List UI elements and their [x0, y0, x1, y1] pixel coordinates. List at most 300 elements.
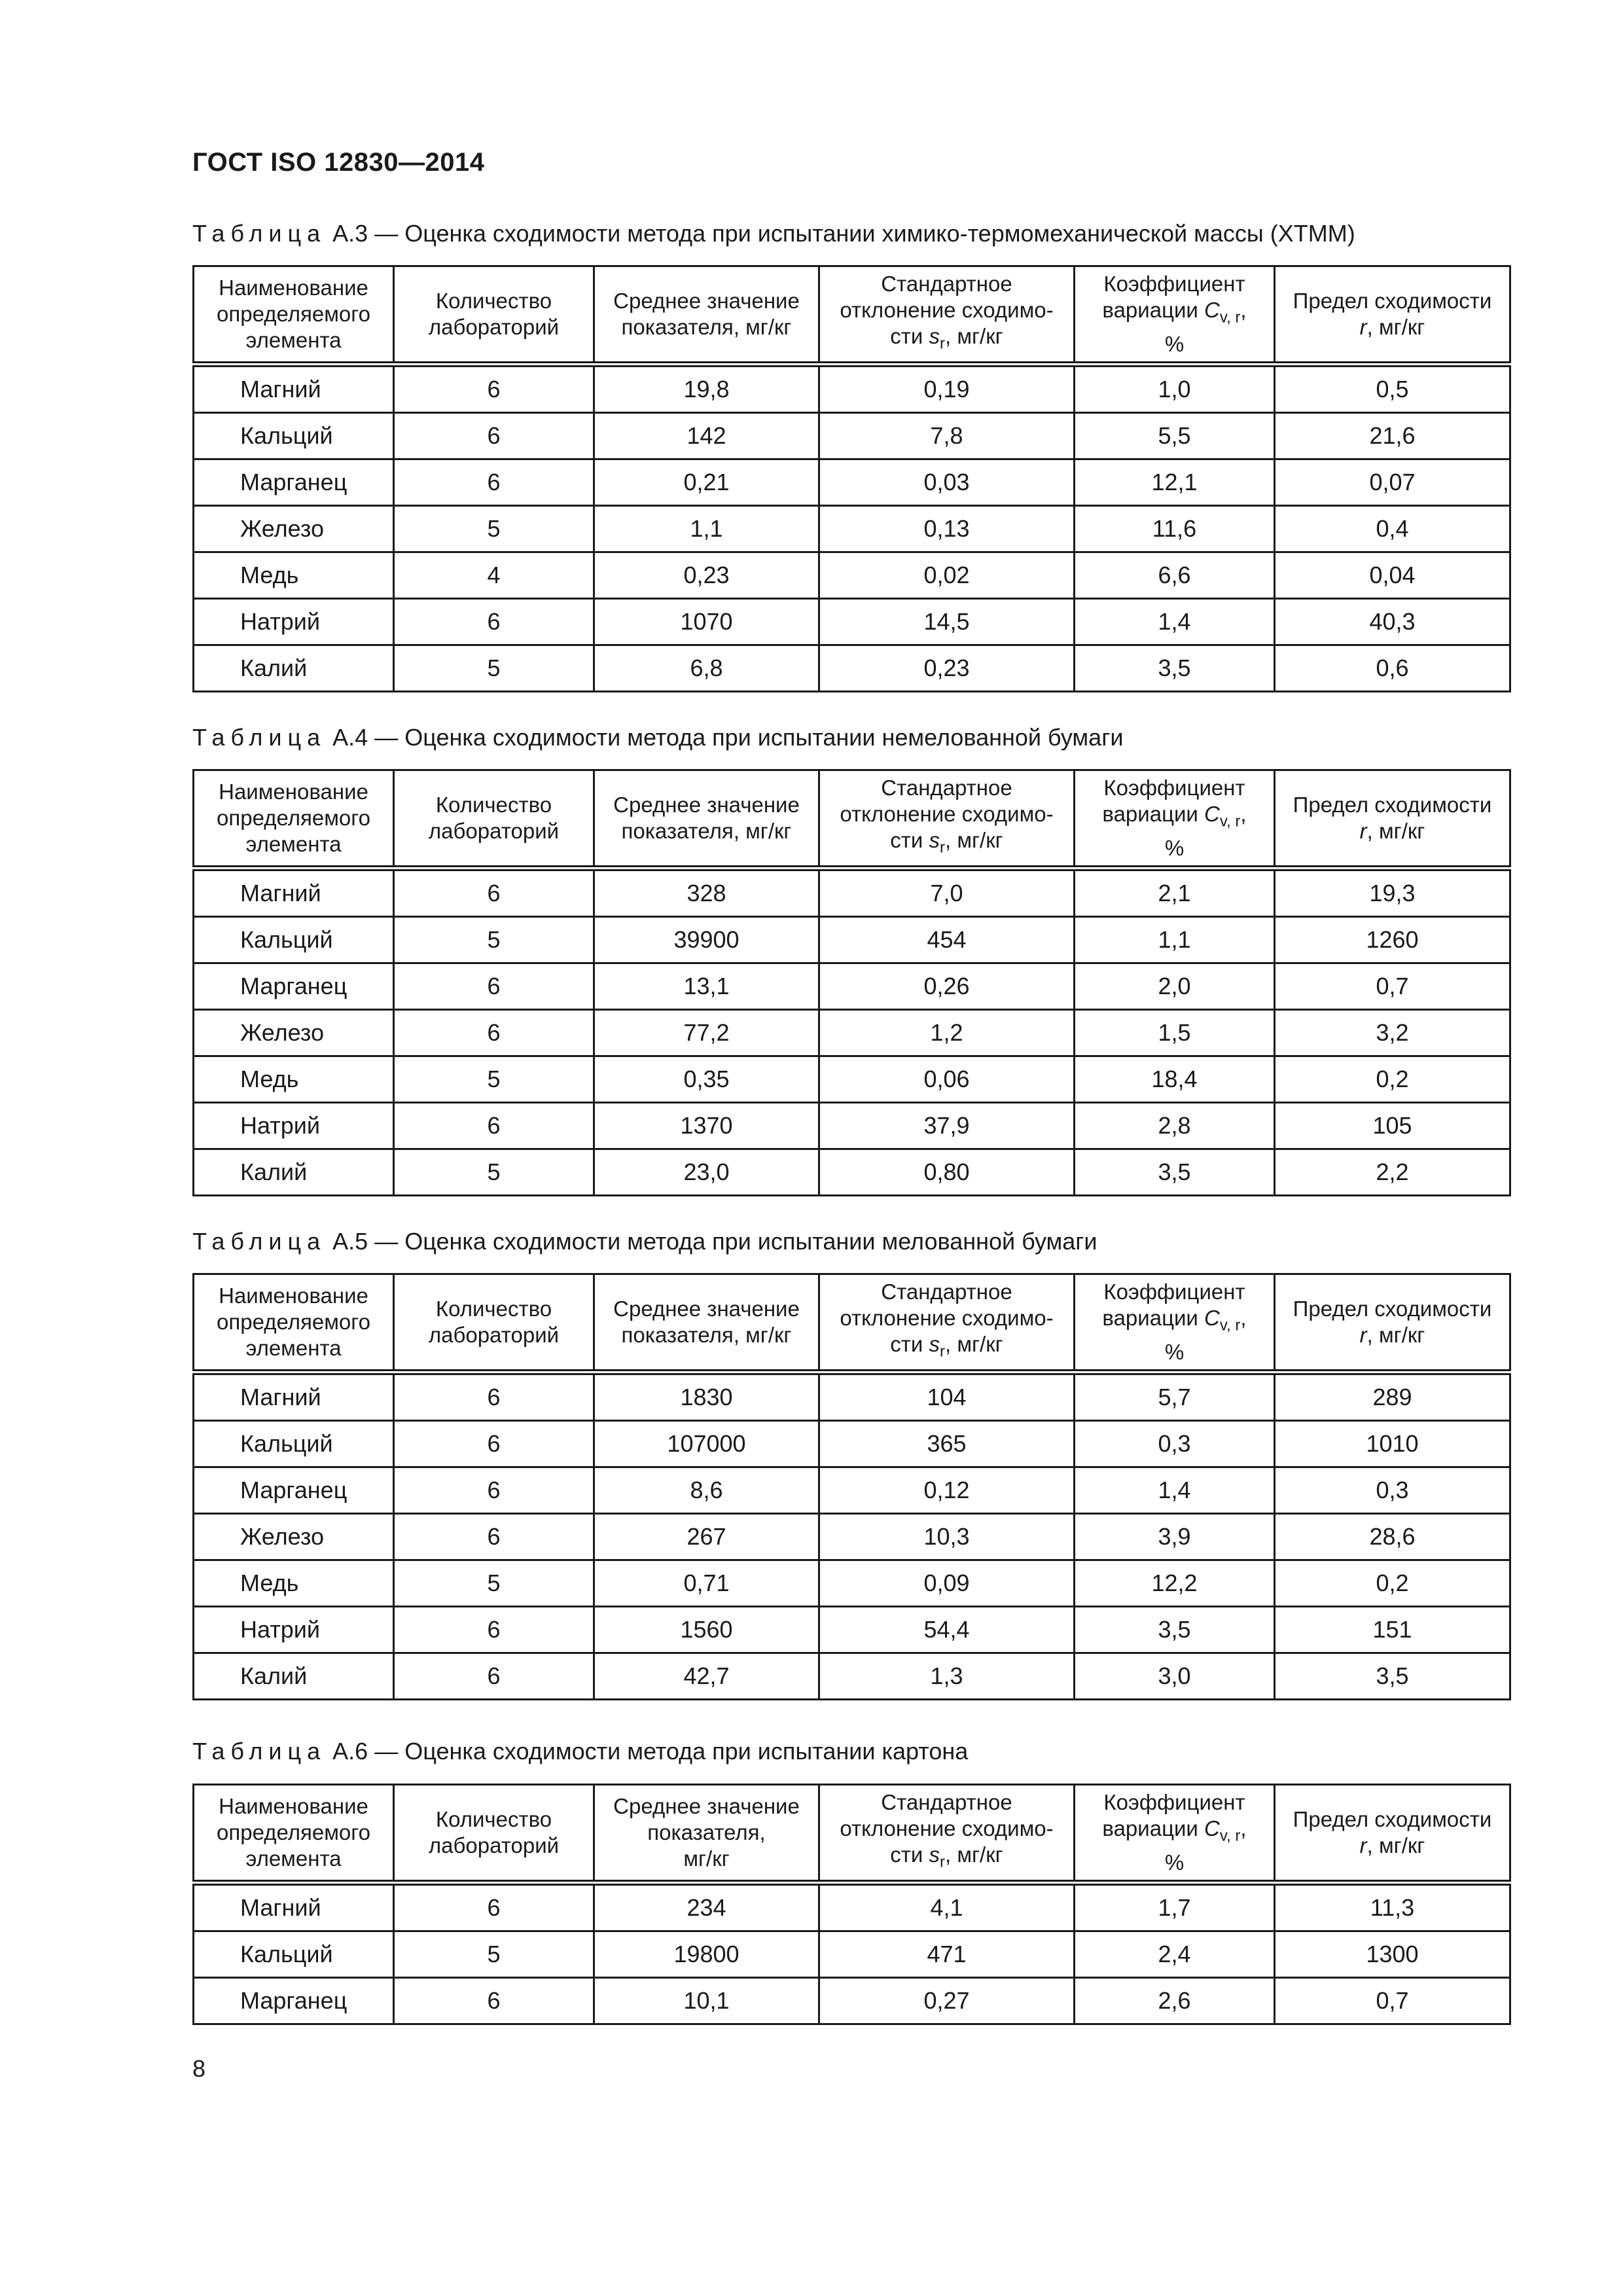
- value-cell: 0,04: [1275, 552, 1510, 599]
- table-row: [194, 459, 1510, 506]
- value-cell: 0,35: [594, 1056, 819, 1103]
- value-cell: 10,3: [819, 1514, 1075, 1560]
- value-cell: 3,5: [1075, 1149, 1275, 1196]
- header-line: Наименование: [219, 780, 368, 804]
- header-line: определяемого: [217, 1820, 370, 1844]
- element-name-cell: Калий: [194, 1653, 394, 1700]
- table-row: [194, 599, 1510, 645]
- data-table: [192, 1273, 1511, 1700]
- header-line: Количество: [435, 289, 552, 313]
- table-row: [194, 1653, 1510, 1700]
- value-cell: 21,6: [1275, 413, 1510, 459]
- header-line: сти: [890, 324, 929, 349]
- header-symbol: C: [1204, 802, 1220, 827]
- header-mean: [594, 1785, 819, 1883]
- value-cell: 6: [394, 1607, 594, 1653]
- value-cell: 0,06: [819, 1056, 1075, 1103]
- value-cell: 0,2: [1275, 1056, 1510, 1103]
- value-cell: 2,2: [1275, 1149, 1510, 1196]
- value-cell: 12,1: [1075, 459, 1275, 506]
- header-symbol: r: [1359, 1833, 1367, 1857]
- table-caption: [192, 220, 1355, 247]
- table-caption-label: Таблица: [192, 724, 327, 751]
- header-line: отклонение сходимо-: [840, 298, 1054, 323]
- value-cell: 1,4: [1075, 1467, 1275, 1514]
- table-caption-title: — Оценка сходимости метода при испытании картона: [374, 1738, 969, 1765]
- header-line: , мг/кг: [1366, 315, 1425, 339]
- header-mean: [594, 770, 819, 869]
- element-name-cell: Железо: [194, 1514, 394, 1560]
- value-cell: 1,0: [1075, 365, 1275, 413]
- header-symbol: s: [929, 324, 940, 349]
- value-cell: 0,3: [1075, 1421, 1275, 1467]
- value-cell: 12,2: [1075, 1560, 1275, 1607]
- table-row: [194, 1978, 1510, 2024]
- value-cell: 1,1: [1075, 917, 1275, 963]
- value-cell: 2,6: [1075, 1978, 1275, 2024]
- value-cell: 0,26: [819, 963, 1075, 1010]
- header-line: ,: [1240, 1306, 1247, 1331]
- table-row: [194, 1372, 1510, 1421]
- header-line: элемента: [245, 328, 342, 352]
- header-labs: [394, 1274, 594, 1372]
- header-line: показателя,: [647, 1820, 766, 1844]
- value-cell: 6: [394, 1010, 594, 1056]
- value-cell: 0,7: [1275, 963, 1510, 1010]
- header-line: лабораторий: [428, 819, 560, 843]
- header-line: отклонение сходимо-: [840, 1306, 1054, 1331]
- header-line: отклонение сходимо-: [840, 1816, 1054, 1841]
- header-symbol: s: [929, 828, 940, 853]
- header-line: Количество: [435, 1297, 552, 1321]
- value-cell: 1,4: [1075, 599, 1275, 645]
- value-cell: 6,8: [594, 645, 819, 692]
- header-symbol: r: [1359, 819, 1367, 843]
- value-cell: 471: [819, 1931, 1075, 1978]
- value-cell: 11,3: [1275, 1883, 1510, 1931]
- header-line: Количество: [435, 793, 552, 817]
- element-name-cell: Кальций: [194, 1931, 394, 1978]
- header-subscript: r: [940, 1853, 945, 1871]
- value-cell: 0,07: [1275, 459, 1510, 506]
- element-name-cell: Магний: [194, 869, 394, 917]
- value-cell: 6: [394, 869, 594, 917]
- value-cell: 1,2: [819, 1010, 1075, 1056]
- value-cell: 2,4: [1075, 1931, 1275, 1978]
- header-line: вариации: [1102, 1306, 1205, 1331]
- table-caption-number: А.3: [332, 220, 368, 247]
- header-row: [194, 266, 1510, 365]
- value-cell: 1560: [594, 1607, 819, 1653]
- header-subscript: r: [940, 838, 945, 857]
- element-name-cell: Марганец: [194, 963, 394, 1010]
- table-row: [194, 917, 1510, 963]
- header-subscript: v, r: [1219, 1827, 1241, 1845]
- value-cell: 54,4: [819, 1607, 1075, 1653]
- value-cell: 8,6: [594, 1467, 819, 1514]
- header-row: [194, 1785, 1510, 1883]
- table-caption: [192, 1738, 968, 1765]
- value-cell: 6: [394, 1103, 594, 1149]
- value-cell: 0,09: [819, 1560, 1075, 1607]
- value-cell: 0,27: [819, 1978, 1075, 2024]
- header-subscript: r: [940, 1342, 945, 1361]
- table-row: [194, 506, 1510, 552]
- header-row: [194, 1274, 1510, 1372]
- table-row: [194, 413, 1510, 459]
- value-cell: 3,0: [1075, 1653, 1275, 1700]
- header-line: вариации: [1102, 802, 1205, 827]
- table-row: [194, 869, 1510, 917]
- element-name-cell: Медь: [194, 552, 394, 599]
- header-line: Наименование: [219, 276, 368, 300]
- header-line: Коэффициент: [1103, 1280, 1245, 1304]
- value-cell: 1370: [594, 1103, 819, 1149]
- header-line: Стандартное: [881, 272, 1012, 296]
- table-row: [194, 645, 1510, 692]
- header-line: Предел сходимости: [1293, 1807, 1492, 1831]
- value-cell: 6: [394, 1883, 594, 1931]
- value-cell: 19,3: [1275, 869, 1510, 917]
- header-limit: [1275, 266, 1510, 365]
- table-row: [194, 1149, 1510, 1196]
- header-line: Количество: [435, 1807, 552, 1831]
- header-element: [194, 770, 394, 869]
- value-cell: 1,7: [1075, 1883, 1275, 1931]
- value-cell: 6: [394, 1514, 594, 1560]
- value-cell: 10,1: [594, 1978, 819, 2024]
- value-cell: 0,23: [819, 645, 1075, 692]
- table-caption: [192, 724, 1123, 751]
- header-line: %: [1164, 331, 1185, 356]
- header-line: Предел сходимости: [1293, 793, 1492, 817]
- value-cell: 2,1: [1075, 869, 1275, 917]
- header-stddev: [819, 1274, 1075, 1372]
- value-cell: 3,9: [1075, 1514, 1275, 1560]
- header-symbol: r: [1359, 315, 1367, 339]
- value-cell: 107000: [594, 1421, 819, 1467]
- value-cell: 1,3: [819, 1653, 1075, 1700]
- value-cell: 0,21: [594, 459, 819, 506]
- value-cell: 77,2: [594, 1010, 819, 1056]
- table-row: [194, 963, 1510, 1010]
- value-cell: 19800: [594, 1931, 819, 1978]
- value-cell: 0,03: [819, 459, 1075, 506]
- table-row: [194, 1931, 1510, 1978]
- value-cell: 328: [594, 869, 819, 917]
- header-limit: [1275, 770, 1510, 869]
- value-cell: 0,5: [1275, 365, 1510, 413]
- table-row: [194, 1560, 1510, 1607]
- value-cell: 6: [394, 963, 594, 1010]
- value-cell: 6: [394, 459, 594, 506]
- document-header: ГОСТ ISO 12830—2014: [192, 148, 485, 177]
- value-cell: 28,6: [1275, 1514, 1510, 1560]
- table-caption-title: — Оценка сходимости метода при испытании химико-термомеханической массы (ХТММ): [374, 220, 1355, 247]
- header-coef: [1075, 770, 1275, 869]
- header-line: сти: [890, 828, 929, 853]
- header-line: %: [1164, 1850, 1185, 1874]
- header-stddev: [819, 266, 1075, 365]
- value-cell: 2,0: [1075, 963, 1275, 1010]
- header-line: элемента: [245, 832, 342, 856]
- header-line: Наименование: [219, 1283, 368, 1308]
- value-cell: 11,6: [1075, 506, 1275, 552]
- header-line: Среднее значение: [613, 289, 800, 313]
- value-cell: 37,9: [819, 1103, 1075, 1149]
- table-row: [194, 1010, 1510, 1056]
- value-cell: 1830: [594, 1372, 819, 1421]
- value-cell: 6: [394, 1421, 594, 1467]
- header-element: [194, 1274, 394, 1372]
- value-cell: 267: [594, 1514, 819, 1560]
- value-cell: 0,2: [1275, 1560, 1510, 1607]
- header-stddev: [819, 770, 1075, 869]
- element-name-cell: Магний: [194, 365, 394, 413]
- value-cell: 6: [394, 365, 594, 413]
- header-line: , мг/кг: [945, 1332, 1003, 1357]
- header-row: [194, 770, 1510, 869]
- value-cell: 234: [594, 1883, 819, 1931]
- header-symbol: C: [1204, 1306, 1220, 1331]
- value-cell: 40,3: [1275, 599, 1510, 645]
- value-cell: 5: [394, 1560, 594, 1607]
- header-line: сти: [890, 1842, 929, 1867]
- header-labs: [394, 266, 594, 365]
- element-name-cell: Железо: [194, 1010, 394, 1056]
- header-line: элемента: [245, 1336, 342, 1360]
- element-name-cell: Натрий: [194, 599, 394, 645]
- header-line: Стандартное: [881, 1280, 1012, 1304]
- header-line: Среднее значение: [613, 1297, 800, 1321]
- header-subscript: r: [940, 334, 945, 353]
- header-line: , мг/кг: [945, 828, 1003, 853]
- value-cell: 0,71: [594, 1560, 819, 1607]
- value-cell: 5: [394, 1931, 594, 1978]
- header-line: Стандартное: [881, 776, 1012, 800]
- table-row: [194, 1421, 1510, 1467]
- value-cell: 2,8: [1075, 1103, 1275, 1149]
- header-limit: [1275, 1785, 1510, 1883]
- header-line: элемента: [245, 1846, 342, 1871]
- header-line: лабораторий: [428, 1833, 560, 1857]
- value-cell: 5: [394, 645, 594, 692]
- table-row: [194, 1103, 1510, 1149]
- value-cell: 151: [1275, 1607, 1510, 1653]
- header-line: , мг/кг: [1366, 1323, 1425, 1347]
- table-row: [194, 552, 1510, 599]
- element-name-cell: Кальций: [194, 917, 394, 963]
- header-symbol: C: [1204, 298, 1220, 323]
- value-cell: 4,1: [819, 1883, 1075, 1931]
- header-line: Среднее значение: [613, 1794, 800, 1818]
- value-cell: 0,19: [819, 365, 1075, 413]
- table-caption-number: А.6: [332, 1738, 368, 1765]
- value-cell: 289: [1275, 1372, 1510, 1421]
- element-name-cell: Железо: [194, 506, 394, 552]
- header-line: , мг/кг: [1366, 1833, 1425, 1857]
- value-cell: 6: [394, 413, 594, 459]
- header-line: , мг/кг: [1366, 819, 1425, 843]
- value-cell: 1070: [594, 599, 819, 645]
- header-line: Среднее значение: [613, 793, 800, 817]
- header-line: отклонение сходимо-: [840, 802, 1054, 827]
- header-line: ,: [1240, 298, 1247, 323]
- data-table: [192, 769, 1511, 1196]
- table-caption-label: Таблица: [192, 1738, 327, 1765]
- header-element: [194, 1785, 394, 1883]
- value-cell: 105: [1275, 1103, 1510, 1149]
- value-cell: 0,13: [819, 506, 1075, 552]
- header-limit: [1275, 1274, 1510, 1372]
- header-line: определяемого: [217, 302, 370, 326]
- header-line: показателя, мг/кг: [621, 819, 792, 843]
- value-cell: 6: [394, 1653, 594, 1700]
- value-cell: 3,5: [1075, 1607, 1275, 1653]
- table-caption: [192, 1228, 1097, 1255]
- value-cell: 142: [594, 413, 819, 459]
- element-name-cell: Магний: [194, 1372, 394, 1421]
- header-mean: [594, 1274, 819, 1372]
- page-number: 8: [192, 2055, 206, 2082]
- value-cell: 104: [819, 1372, 1075, 1421]
- header-line: вариации: [1102, 298, 1205, 323]
- header-line: , мг/кг: [945, 1842, 1003, 1867]
- value-cell: 3,5: [1075, 645, 1275, 692]
- value-cell: 6: [394, 599, 594, 645]
- value-cell: 0,7: [1275, 1978, 1510, 2024]
- value-cell: 3,2: [1275, 1010, 1510, 1056]
- value-cell: 5: [394, 1056, 594, 1103]
- table-row: [194, 1607, 1510, 1653]
- header-coef: [1075, 1785, 1275, 1883]
- table-row: [194, 1514, 1510, 1560]
- value-cell: 454: [819, 917, 1075, 963]
- header-line: Предел сходимости: [1293, 289, 1492, 313]
- value-cell: 42,7: [594, 1653, 819, 1700]
- element-name-cell: Калий: [194, 645, 394, 692]
- table-caption-label: Таблица: [192, 220, 327, 247]
- table-caption-title: — Оценка сходимости метода при испытании мелованной бумаги: [374, 1228, 1097, 1255]
- value-cell: 5,7: [1075, 1372, 1275, 1421]
- header-subscript: v, r: [1219, 812, 1241, 831]
- value-cell: 0,02: [819, 552, 1075, 599]
- header-subscript: v, r: [1219, 1316, 1241, 1335]
- value-cell: 1,1: [594, 506, 819, 552]
- value-cell: 7,0: [819, 869, 1075, 917]
- value-cell: 5: [394, 1149, 594, 1196]
- header-line: , мг/кг: [945, 324, 1003, 349]
- value-cell: 6,6: [1075, 552, 1275, 599]
- header-line: Коэффициент: [1103, 776, 1245, 800]
- value-cell: 39900: [594, 917, 819, 963]
- table-caption-number: А.4: [332, 724, 368, 751]
- element-name-cell: Натрий: [194, 1607, 394, 1653]
- value-cell: 1260: [1275, 917, 1510, 963]
- table-row: [194, 1056, 1510, 1103]
- data-table: [192, 1784, 1511, 2025]
- table-caption-number: А.5: [332, 1228, 368, 1255]
- value-cell: 1300: [1275, 1931, 1510, 1978]
- value-cell: 1,5: [1075, 1010, 1275, 1056]
- header-line: Коэффициент: [1103, 272, 1245, 296]
- header-line: %: [1164, 835, 1185, 860]
- value-cell: 0,6: [1275, 645, 1510, 692]
- value-cell: 5: [394, 506, 594, 552]
- header-line: Стандартное: [881, 1790, 1012, 1815]
- element-name-cell: Марганец: [194, 1467, 394, 1514]
- table-caption-title: — Оценка сходимости метода при испытании немелованной бумаги: [374, 724, 1124, 751]
- header-line: вариации: [1102, 1816, 1205, 1841]
- element-name-cell: Кальций: [194, 413, 394, 459]
- table-row: [194, 365, 1510, 413]
- header-element: [194, 266, 394, 365]
- element-name-cell: Медь: [194, 1560, 394, 1607]
- element-name-cell: Марганец: [194, 1978, 394, 2024]
- value-cell: 6: [394, 1372, 594, 1421]
- header-subscript: v, r: [1219, 308, 1241, 327]
- element-name-cell: Магний: [194, 1883, 394, 1931]
- header-line: ,: [1240, 1816, 1247, 1841]
- header-labs: [394, 1785, 594, 1883]
- value-cell: 0,12: [819, 1467, 1075, 1514]
- value-cell: 19,8: [594, 365, 819, 413]
- value-cell: 0,80: [819, 1149, 1075, 1196]
- header-line: Коэффициент: [1103, 1790, 1245, 1815]
- header-line: определяемого: [217, 1310, 370, 1334]
- value-cell: 4: [394, 552, 594, 599]
- header-line: определяемого: [217, 806, 370, 830]
- value-cell: 5: [394, 917, 594, 963]
- header-line: показателя, мг/кг: [621, 315, 792, 339]
- element-name-cell: Кальций: [194, 1421, 394, 1467]
- value-cell: 5,5: [1075, 413, 1275, 459]
- value-cell: 0,23: [594, 552, 819, 599]
- header-coef: [1075, 1274, 1275, 1372]
- value-cell: 18,4: [1075, 1056, 1275, 1103]
- header-line: мг/кг: [683, 1846, 730, 1871]
- header-line: ,: [1240, 802, 1247, 827]
- header-line: Наименование: [219, 1794, 368, 1818]
- value-cell: 14,5: [819, 599, 1075, 645]
- header-mean: [594, 266, 819, 365]
- value-cell: 23,0: [594, 1149, 819, 1196]
- header-line: %: [1164, 1339, 1185, 1364]
- value-cell: 6: [394, 1978, 594, 2024]
- header-stddev: [819, 1785, 1075, 1883]
- value-cell: 0,3: [1275, 1467, 1510, 1514]
- value-cell: 6: [394, 1467, 594, 1514]
- value-cell: 13,1: [594, 963, 819, 1010]
- table-row: [194, 1883, 1510, 1931]
- header-coef: [1075, 266, 1275, 365]
- data-table: [192, 265, 1511, 692]
- table-caption-label: Таблица: [192, 1228, 327, 1255]
- element-name-cell: Марганец: [194, 459, 394, 506]
- header-line: лабораторий: [428, 1323, 560, 1347]
- header-labs: [394, 770, 594, 869]
- header-line: показателя, мг/кг: [621, 1323, 792, 1347]
- element-name-cell: Калий: [194, 1149, 394, 1196]
- header-line: Предел сходимости: [1293, 1297, 1492, 1321]
- header-symbol: s: [929, 1332, 940, 1357]
- header-line: сти: [890, 1332, 929, 1357]
- value-cell: 3,5: [1275, 1653, 1510, 1700]
- value-cell: 7,8: [819, 413, 1075, 459]
- value-cell: 365: [819, 1421, 1075, 1467]
- element-name-cell: Натрий: [194, 1103, 394, 1149]
- value-cell: 1010: [1275, 1421, 1510, 1467]
